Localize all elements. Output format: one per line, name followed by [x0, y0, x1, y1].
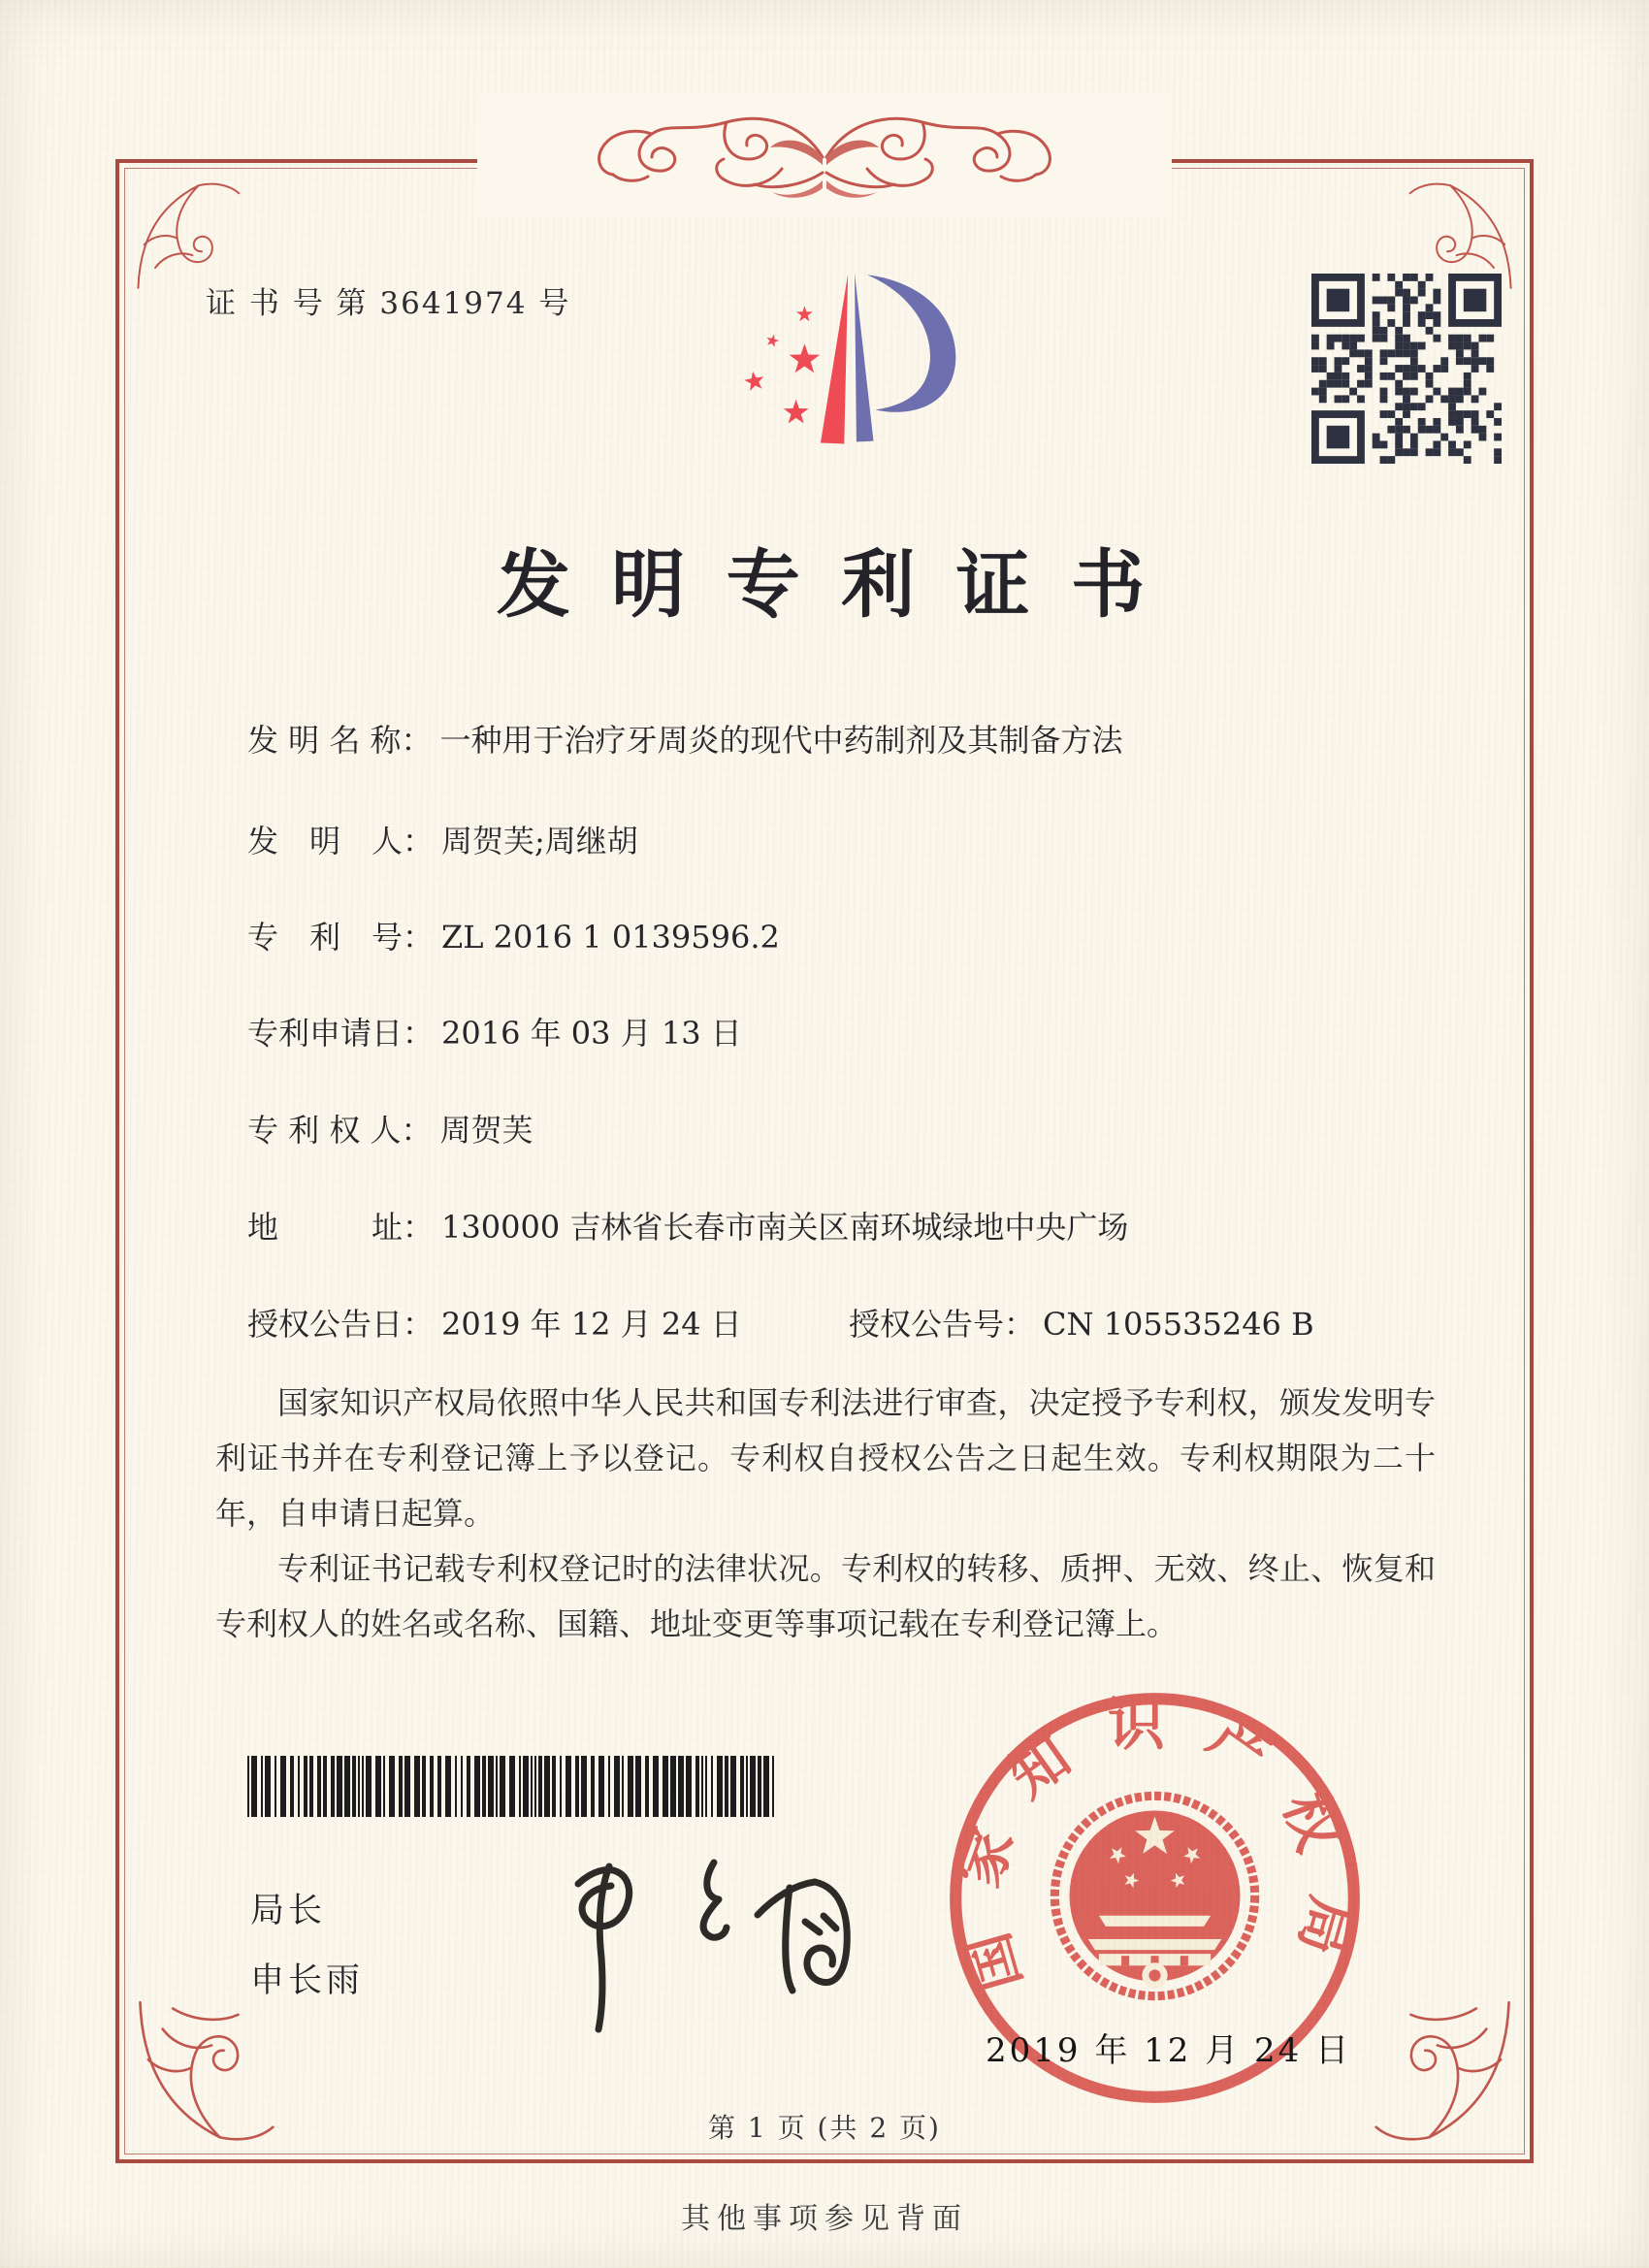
legal-text-block: [215, 1376, 1436, 1652]
field-value: 2019 年 12 月 24 日: [441, 1306, 742, 1343]
field-label: 专利申请日：: [247, 1015, 435, 1052]
cnipa-logo-icon: [713, 243, 996, 468]
signature-shen-changyu-icon: [464, 1830, 890, 2058]
seal-arc-text: 国家知识产权局: [943, 1690, 1367, 1999]
field-label: 授权公告号：: [849, 1306, 1036, 1343]
field-address: [247, 1203, 1128, 1247]
field-filing-date: [247, 1009, 742, 1053]
field-label: 发 明 人：: [247, 823, 435, 859]
page-number: 第 1 页 (共 2 页): [708, 2112, 941, 2144]
field-value: 130000 吉林省长春市南关区南环城绿地中央广场: [441, 1209, 1129, 1246]
field-value: 周贺芙: [439, 1112, 534, 1149]
back-side-note: 其他事项参见背面: [681, 2202, 968, 2236]
field-value: ZL 2016 1 0139596.2: [441, 919, 780, 956]
field-label: 发 明 名 称：: [247, 722, 433, 759]
field-label: 地 址：: [247, 1209, 435, 1246]
field-value: 周贺芙;周继胡: [441, 823, 638, 859]
qr-code: [1311, 274, 1502, 464]
field-value: 2016 年 03 月 13 日: [441, 1015, 742, 1052]
legal-paragraph-2: 专利证书记载专利权登记时的法律状况。专利权的转移、质押、无效、终止、恢复和专利权人的姓名或名称、国籍、地址变更等事项记载在专利登记簿上。: [215, 1550, 1436, 1642]
top-border-flourish-icon: [477, 93, 1172, 217]
field-value: CN 105535246 B: [1043, 1306, 1314, 1343]
certificate-number: 证 书 号 第 3641974 号: [206, 286, 571, 321]
certificate-title: 发 明 专 利 证 书: [496, 541, 1153, 628]
corner-flourish-icon: [132, 175, 248, 291]
field-label: 授权公告日：: [247, 1306, 435, 1343]
commissioner-name: 申长雨: [250, 1961, 365, 2000]
field-patentee: [247, 1106, 534, 1150]
seal-date: 2019 年 12 月 24 日: [986, 2031, 1352, 2070]
field-value: 一种用于治疗牙周炎的现代中药制剂及其制备方法: [439, 722, 1123, 759]
field-grant-date: [247, 1300, 742, 1345]
barcode: [247, 1756, 776, 1817]
field-label: 专 利 号：: [247, 919, 435, 956]
field-inventor: [247, 817, 638, 861]
field-patent-number: [247, 913, 780, 957]
commissioner-title: 局长: [250, 1892, 327, 1930]
legal-paragraph-1: 国家知识产权局依照中华人民共和国专利法进行审查，决定授予专利权，颁发发明专利证书并在专利登记簿上予以登记。专利权自授权公告之日起生效。专利权期限为二十年，自申请日起算。: [215, 1384, 1436, 1532]
national-emblem-icon: [1054, 1796, 1254, 1995]
field-invention-name: [247, 716, 1123, 761]
field-label: 专 利 权 人：: [247, 1112, 433, 1149]
field-grant-publication-number: [849, 1300, 1314, 1345]
